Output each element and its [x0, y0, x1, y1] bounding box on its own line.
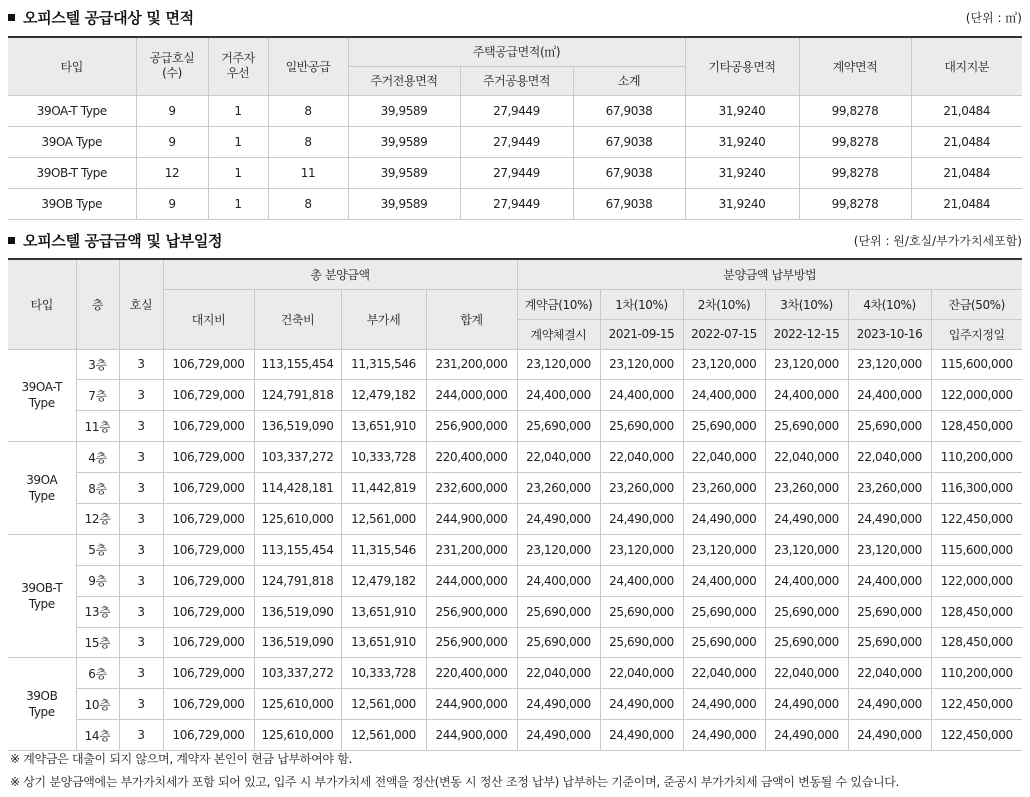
cell-floor: 5층 [76, 534, 119, 565]
table-row [8, 411, 1022, 442]
table-row [8, 126, 1022, 157]
cell-type: 39OB Type [8, 188, 136, 219]
cell-p1: 24,400,000 [600, 380, 683, 411]
table-row [8, 658, 1022, 689]
cell-p2: 22,040,000 [683, 442, 765, 473]
cell-building: 103,337,272 [254, 658, 341, 689]
cell-land: 106,729,000 [163, 411, 254, 442]
header-total: 합계 [426, 289, 517, 349]
cell-vat: 12,479,182 [341, 565, 426, 596]
cell-type: 39OA Type [8, 442, 76, 535]
cell-land: 106,729,000 [163, 534, 254, 565]
cell-total: 244,900,000 [426, 689, 517, 720]
cell-p3: 25,690,000 [765, 627, 848, 658]
header-first: 1차(10%) [600, 289, 683, 319]
cell-p3: 24,490,000 [765, 689, 848, 720]
cell-resident: 1 [208, 157, 268, 188]
cell-p1: 25,690,000 [600, 596, 683, 627]
cell-p4: 23,260,000 [848, 473, 931, 504]
cell-units: 9 [136, 188, 208, 219]
cell-p2: 22,040,000 [683, 658, 765, 689]
cell-p3: 24,490,000 [765, 720, 848, 751]
cell-vat: 10,333,728 [341, 658, 426, 689]
header-type: 타입 [8, 259, 76, 349]
table-row [8, 534, 1022, 565]
header-fourth-date: 2023-10-16 [848, 319, 931, 349]
cell-subtotal: 67,9038 [573, 126, 685, 157]
cell-land: 106,729,000 [163, 442, 254, 473]
cell-subtotal: 67,9038 [573, 188, 685, 219]
cell-deposit: 24,490,000 [517, 503, 600, 534]
cell-common: 27,9449 [460, 157, 573, 188]
cell-units: 3 [119, 689, 163, 720]
cell-balance: 128,450,000 [931, 596, 1022, 627]
cell-deposit: 23,260,000 [517, 473, 600, 504]
cell-p3: 22,040,000 [765, 658, 848, 689]
cell-common: 27,9449 [460, 188, 573, 219]
cell-p2: 25,690,000 [683, 411, 765, 442]
cell-p2: 24,400,000 [683, 565, 765, 596]
cell-resident: 1 [208, 126, 268, 157]
cell-total: 220,400,000 [426, 658, 517, 689]
footnote: ※ 상기 분양금액에는 부가가치세가 포함 되어 있고, 입주 시 부가가치세 전액을 정산(변동 시 정산 조정 납부) 납부하는 기준이며, 준공시 부가가치세 금액이 변동될 수 있습니다. [10, 775, 900, 789]
cell-units: 3 [119, 534, 163, 565]
cell-p1: 23,260,000 [600, 473, 683, 504]
cell-floor: 8층 [76, 473, 119, 504]
cell-total: 232,600,000 [426, 473, 517, 504]
cell-p1: 24,400,000 [600, 565, 683, 596]
cell-balance: 122,450,000 [931, 689, 1022, 720]
cell-floor: 6층 [76, 658, 119, 689]
cell-building: 125,610,000 [254, 720, 341, 751]
cell-floor: 10층 [76, 689, 119, 720]
cell-p4: 25,690,000 [848, 596, 931, 627]
cell-exclusive: 39,9589 [348, 157, 460, 188]
table-row [8, 720, 1022, 751]
cell-subtotal: 67,9038 [573, 95, 685, 126]
square-bullet-icon [8, 14, 15, 21]
header-building-price: 건축비 [254, 289, 341, 349]
cell-total: 244,900,000 [426, 503, 517, 534]
header-type: 타입 [8, 37, 136, 95]
cell-units: 12 [136, 157, 208, 188]
cell-other: 31,9240 [685, 188, 799, 219]
cell-p4: 22,040,000 [848, 442, 931, 473]
cell-p2: 24,490,000 [683, 503, 765, 534]
cell-deposit: 24,400,000 [517, 380, 600, 411]
cell-total: 244,900,000 [426, 720, 517, 751]
cell-balance: 116,300,000 [931, 473, 1022, 504]
header-third-date: 2022-12-15 [765, 319, 848, 349]
cell-deposit: 23,120,000 [517, 534, 600, 565]
cell-total: 244,000,000 [426, 380, 517, 411]
cell-contract: 99,8278 [799, 126, 911, 157]
header-second-date: 2022-07-15 [683, 319, 765, 349]
cell-p4: 23,120,000 [848, 349, 931, 380]
cell-building: 113,155,454 [254, 349, 341, 380]
header-resident-priority: 거주자 우선 [208, 37, 268, 95]
section2-unit: (단위 : 원/호실/부가가치세포함) [853, 233, 1022, 248]
cell-p3: 22,040,000 [765, 442, 848, 473]
cell-total: 231,200,000 [426, 534, 517, 565]
cell-p3: 24,400,000 [765, 380, 848, 411]
cell-p2: 25,690,000 [683, 627, 765, 658]
footnote: ※ 계약금은 대출이 되지 않으며, 계약자 본인이 현금 납부하여야 함. [10, 752, 353, 766]
cell-land: 106,729,000 [163, 596, 254, 627]
cell-building: 136,519,090 [254, 596, 341, 627]
cell-land: 106,729,000 [163, 503, 254, 534]
cell-p3: 25,690,000 [765, 411, 848, 442]
cell-building: 125,610,000 [254, 503, 341, 534]
cell-p4: 24,400,000 [848, 380, 931, 411]
cell-deposit: 24,490,000 [517, 689, 600, 720]
cell-common: 27,9449 [460, 95, 573, 126]
table-row [8, 565, 1022, 596]
header-supply-units: 공급호실 (수) [136, 37, 208, 95]
cell-land: 106,729,000 [163, 689, 254, 720]
cell-balance: 122,000,000 [931, 565, 1022, 596]
header-general-supply: 일반공급 [268, 37, 348, 95]
header-fourth: 4차(10%) [848, 289, 931, 319]
cell-land: 106,729,000 [163, 720, 254, 751]
square-bullet-icon [8, 237, 15, 244]
cell-p2: 24,490,000 [683, 720, 765, 751]
cell-floor: 11층 [76, 411, 119, 442]
cell-p1: 23,120,000 [600, 349, 683, 380]
cell-contract: 99,8278 [799, 95, 911, 126]
cell-other: 31,9240 [685, 126, 799, 157]
cell-total: 256,900,000 [426, 596, 517, 627]
header-exclusive-area: 주거전용면적 [348, 66, 460, 95]
table-row [8, 627, 1022, 658]
cell-type: 39OB-T Type [8, 534, 76, 658]
table-row [8, 442, 1022, 473]
cell-type: 39OB Type [8, 658, 76, 751]
header-land-share: 대지지분 [911, 37, 1022, 95]
section2-header [8, 228, 1022, 252]
cell-balance: 115,600,000 [931, 534, 1022, 565]
cell-building: 113,155,454 [254, 534, 341, 565]
cell-units: 3 [119, 473, 163, 504]
cell-floor: 12층 [76, 503, 119, 534]
cell-contract: 99,8278 [799, 188, 911, 219]
cell-vat: 11,315,546 [341, 534, 426, 565]
cell-exclusive: 39,9589 [348, 126, 460, 157]
section1-header [8, 5, 1022, 29]
cell-land: 106,729,000 [163, 658, 254, 689]
cell-p4: 25,690,000 [848, 411, 931, 442]
cell-deposit: 22,040,000 [517, 658, 600, 689]
cell-total: 244,000,000 [426, 565, 517, 596]
cell-floor: 7층 [76, 380, 119, 411]
cell-p1: 25,690,000 [600, 627, 683, 658]
cell-p2: 24,490,000 [683, 689, 765, 720]
cell-p1: 24,490,000 [600, 689, 683, 720]
cell-units: 9 [136, 126, 208, 157]
table-row [8, 95, 1022, 126]
cell-resident: 1 [208, 188, 268, 219]
cell-units: 3 [119, 596, 163, 627]
cell-building: 103,337,272 [254, 442, 341, 473]
header-balance: 잔금(50%) [931, 289, 1022, 319]
cell-p2: 24,400,000 [683, 380, 765, 411]
cell-vat: 12,479,182 [341, 380, 426, 411]
header-subtotal: 소계 [573, 66, 685, 95]
cell-p4: 23,120,000 [848, 534, 931, 565]
cell-p3: 25,690,000 [765, 596, 848, 627]
cell-balance: 122,000,000 [931, 380, 1022, 411]
table-row [8, 349, 1022, 380]
cell-p4: 24,490,000 [848, 503, 931, 534]
cell-p4: 25,690,000 [848, 627, 931, 658]
header-first-date: 2021-09-15 [600, 319, 683, 349]
cell-deposit: 24,490,000 [517, 720, 600, 751]
cell-deposit: 25,690,000 [517, 627, 600, 658]
section1-unit: (단위 : ㎡) [965, 10, 1022, 25]
header-third: 3차(10%) [765, 289, 848, 319]
cell-floor: 4층 [76, 442, 119, 473]
cell-balance: 122,450,000 [931, 503, 1022, 534]
cell-vat: 10,333,728 [341, 442, 426, 473]
cell-exclusive: 39,9589 [348, 95, 460, 126]
cell-general: 8 [268, 95, 348, 126]
header-second: 2차(10%) [683, 289, 765, 319]
cell-land: 106,729,000 [163, 473, 254, 504]
cell-p4: 24,400,000 [848, 565, 931, 596]
cell-units: 3 [119, 349, 163, 380]
cell-land: 106,729,000 [163, 627, 254, 658]
cell-p2: 25,690,000 [683, 596, 765, 627]
cell-other: 31,9240 [685, 157, 799, 188]
cell-balance: 128,450,000 [931, 411, 1022, 442]
cell-vat: 12,561,000 [341, 689, 426, 720]
cell-total: 231,200,000 [426, 349, 517, 380]
cell-units: 3 [119, 720, 163, 751]
cell-p3: 23,260,000 [765, 473, 848, 504]
table-row [8, 157, 1022, 188]
cell-deposit: 23,120,000 [517, 349, 600, 380]
price-schedule-table [8, 258, 1022, 751]
header-other-common: 기타공용면적 [685, 37, 799, 95]
cell-deposit: 22,040,000 [517, 442, 600, 473]
cell-general: 8 [268, 188, 348, 219]
cell-units: 3 [119, 442, 163, 473]
cell-building: 124,791,818 [254, 380, 341, 411]
cell-building: 114,428,181 [254, 473, 341, 504]
cell-resident: 1 [208, 95, 268, 126]
cell-general: 11 [268, 157, 348, 188]
cell-p4: 22,040,000 [848, 658, 931, 689]
section1-title: 오피스텔 공급대상 및 면적 [23, 8, 194, 27]
cell-p1: 25,690,000 [600, 411, 683, 442]
cell-type: 39OA-T Type [8, 95, 136, 126]
cell-vat: 13,651,910 [341, 596, 426, 627]
cell-vat: 11,315,546 [341, 349, 426, 380]
cell-building: 136,519,090 [254, 411, 341, 442]
cell-balance: 115,600,000 [931, 349, 1022, 380]
cell-units: 3 [119, 627, 163, 658]
cell-vat: 13,651,910 [341, 411, 426, 442]
cell-vat: 12,561,000 [341, 503, 426, 534]
cell-other: 31,9240 [685, 95, 799, 126]
cell-vat: 12,561,000 [341, 720, 426, 751]
cell-common: 27,9449 [460, 126, 573, 157]
header-land-price: 대지비 [163, 289, 254, 349]
cell-building: 136,519,090 [254, 627, 341, 658]
cell-p3: 24,490,000 [765, 503, 848, 534]
cell-floor: 15층 [76, 627, 119, 658]
cell-p3: 23,120,000 [765, 534, 848, 565]
cell-land: 21,0484 [911, 95, 1022, 126]
cell-contract: 99,8278 [799, 157, 911, 188]
cell-floor: 13층 [76, 596, 119, 627]
cell-balance: 110,200,000 [931, 658, 1022, 689]
cell-p3: 23,120,000 [765, 349, 848, 380]
header-contract-area: 계약면적 [799, 37, 911, 95]
cell-land: 21,0484 [911, 126, 1022, 157]
cell-land: 106,729,000 [163, 380, 254, 411]
cell-p3: 24,400,000 [765, 565, 848, 596]
header-housing-area: 주택공급면적(㎡) [348, 37, 685, 66]
header-deposit-date: 계약체결시 [517, 319, 600, 349]
cell-units: 3 [119, 503, 163, 534]
cell-subtotal: 67,9038 [573, 157, 685, 188]
cell-p2: 23,260,000 [683, 473, 765, 504]
cell-type: 39OA Type [8, 126, 136, 157]
cell-units: 3 [119, 658, 163, 689]
header-common-area: 주거공용면적 [460, 66, 573, 95]
cell-deposit: 25,690,000 [517, 411, 600, 442]
cell-floor: 9층 [76, 565, 119, 596]
table-row [8, 380, 1022, 411]
cell-units: 3 [119, 565, 163, 596]
table-row [8, 188, 1022, 219]
cell-vat: 11,442,819 [341, 473, 426, 504]
cell-p4: 24,490,000 [848, 689, 931, 720]
table-row [8, 596, 1022, 627]
header-balance-date: 입주지정일 [931, 319, 1022, 349]
cell-building: 125,610,000 [254, 689, 341, 720]
cell-land: 106,729,000 [163, 349, 254, 380]
section2-title: 오피스텔 공급금액 및 납부일정 [23, 231, 223, 250]
cell-units: 3 [119, 411, 163, 442]
cell-building: 124,791,818 [254, 565, 341, 596]
cell-deposit: 25,690,000 [517, 596, 600, 627]
cell-type: 39OB-T Type [8, 157, 136, 188]
cell-floor: 3층 [76, 349, 119, 380]
cell-p1: 24,490,000 [600, 503, 683, 534]
cell-p1: 22,040,000 [600, 442, 683, 473]
cell-balance: 110,200,000 [931, 442, 1022, 473]
cell-units: 9 [136, 95, 208, 126]
table-row [8, 689, 1022, 720]
table-row [8, 503, 1022, 534]
cell-land: 21,0484 [911, 157, 1022, 188]
header-total-price: 총 분양금액 [163, 259, 517, 289]
cell-exclusive: 39,9589 [348, 188, 460, 219]
cell-p1: 24,490,000 [600, 720, 683, 751]
cell-balance: 122,450,000 [931, 720, 1022, 751]
header-payment-method: 분양금액 납부방법 [517, 259, 1022, 289]
cell-p2: 23,120,000 [683, 349, 765, 380]
header-floor: 층 [76, 259, 119, 349]
cell-p2: 23,120,000 [683, 534, 765, 565]
cell-general: 8 [268, 126, 348, 157]
cell-land: 106,729,000 [163, 565, 254, 596]
cell-total: 220,400,000 [426, 442, 517, 473]
cell-balance: 128,450,000 [931, 627, 1022, 658]
cell-vat: 13,651,910 [341, 627, 426, 658]
footnotes [10, 748, 899, 794]
cell-deposit: 24,400,000 [517, 565, 600, 596]
supply-area-table [8, 36, 1022, 220]
cell-type: 39OA-T Type [8, 349, 76, 442]
cell-p1: 23,120,000 [600, 534, 683, 565]
cell-total: 256,900,000 [426, 411, 517, 442]
header-units: 호실 [119, 259, 163, 349]
cell-p4: 24,490,000 [848, 720, 931, 751]
table-row [8, 473, 1022, 504]
cell-p1: 22,040,000 [600, 658, 683, 689]
cell-units: 3 [119, 380, 163, 411]
cell-total: 256,900,000 [426, 627, 517, 658]
header-vat: 부가세 [341, 289, 426, 349]
cell-floor: 14층 [76, 720, 119, 751]
cell-land: 21,0484 [911, 188, 1022, 219]
header-deposit: 계약금(10%) [517, 289, 600, 319]
